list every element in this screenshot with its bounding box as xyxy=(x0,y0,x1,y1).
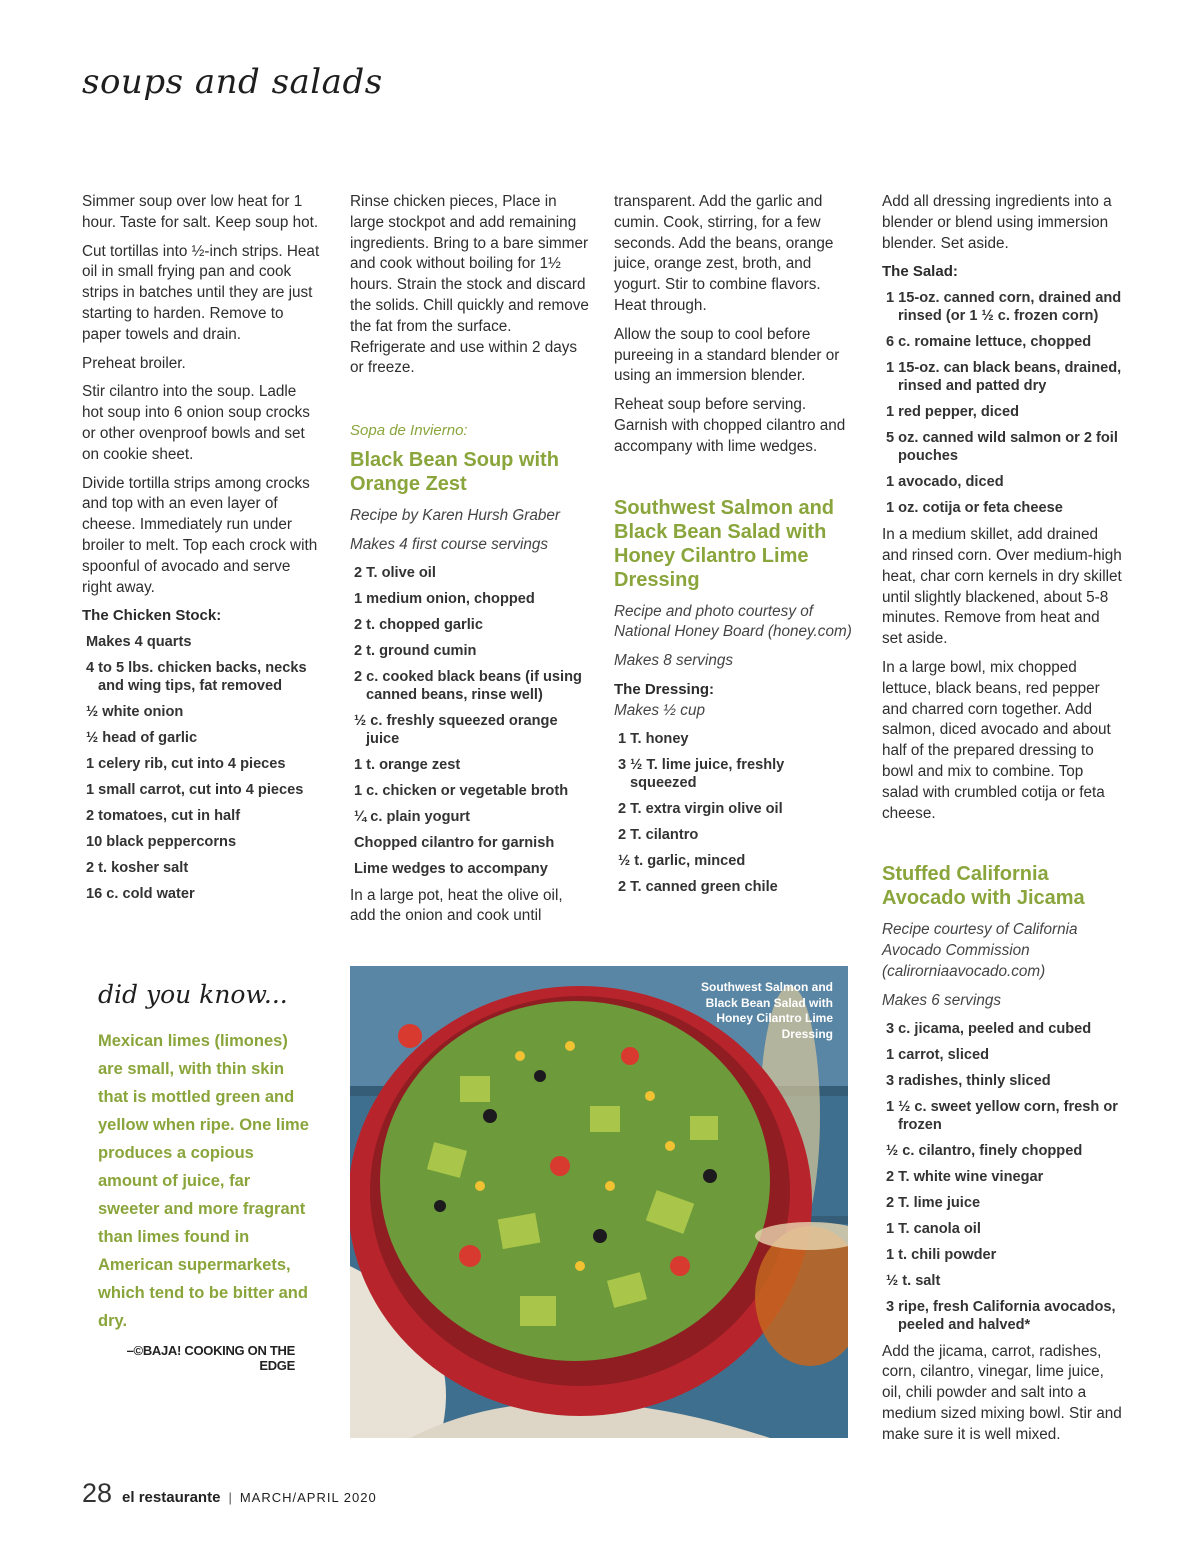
ingredient-list xyxy=(882,1020,1122,1334)
step-text: In a large bowl, mix chopped lettuce, black beans, red pepper and charred corn together. Add salmon, diced avocado and about half of the prepared dressing to bowl and mix to combine. Top salad with crumbled cotija or feta cheese. xyxy=(882,658,1111,822)
section-title: soups and salads xyxy=(82,62,383,102)
ingredient-item: 1 small carrot, cut into 4 pieces xyxy=(86,782,304,799)
ingredient-item: 10 black peppercorns xyxy=(86,834,237,851)
ingredient-item: 2 T. lime juice xyxy=(886,1194,981,1211)
recipe-yield: Makes 6 servings xyxy=(882,991,1002,1009)
ingredient-item: 2 t. ground cumin xyxy=(354,642,477,659)
ingredient-item: ½ head of garlic xyxy=(86,730,198,747)
ingredient-item: 2 t. kosher salt xyxy=(86,860,189,877)
ingredient-item: 2 T. cilantro xyxy=(618,826,699,843)
footer-divider: | xyxy=(228,1490,232,1505)
step-text: Add the jicama, carrot, radishes, corn, cilantro, vinegar, lime juice, oil, chili powder and salt into a medium sized mixing bowl. Stir and make sure it is well mixed. xyxy=(882,1342,1122,1443)
page-number: 28 xyxy=(82,1478,113,1508)
step-text: Divide tortilla strips among crocks and top with an even layer of cheese. Immediately run under broiler to melt. Top each crock with spoonful of avocado and serve right away. xyxy=(82,474,318,596)
column-1 xyxy=(82,192,320,911)
ingredient-item: 5 oz. canned wild salmon or 2 foil pouches xyxy=(886,430,1118,465)
magazine-name: el restaurante xyxy=(122,1489,221,1506)
ingredient-item: 6 c. romaine lettuce, chopped xyxy=(886,334,1092,351)
ingredient-item: Chopped cilantro for garnish xyxy=(354,834,555,851)
sidebar-source: –©BAJA! COOKING ON THE EDGE xyxy=(126,1343,295,1373)
recipe-yield: Makes 8 servings xyxy=(614,652,734,670)
recipe-credit: Recipe courtesy of California Avocado Commission (calirorniaavocado.com) xyxy=(882,921,1078,980)
ingredient-item: 1 15-oz. can black beans, drained, rinsed and patted dry xyxy=(886,360,1122,395)
ingredient-item: 1 t. orange zest xyxy=(354,756,461,773)
ingredient-item: 2 T. extra virgin olive oil xyxy=(618,800,783,817)
recipe-title: Stuffed California Avocado with Jicama xyxy=(882,863,1085,910)
recipe-kicker: Sopa de Invierno: xyxy=(350,422,468,440)
ingredient-item: 1 medium onion, chopped xyxy=(354,590,535,607)
ingredient-item: 1 avocado, diced xyxy=(886,474,1004,491)
dressing-yield: Makes ½ cup xyxy=(614,701,705,719)
page-footer xyxy=(82,1478,377,1509)
ingredient-item: 16 c. cold water xyxy=(86,886,195,903)
ingredient-item: 2 t. chopped garlic xyxy=(354,616,483,633)
step-text: Add all dressing ingredients into a blender or blend using immersion blender. Set aside. xyxy=(882,193,1112,252)
recipe-title: Southwest Salmon and Black Bean Salad with Honey Cilantro Lime Dressing xyxy=(614,496,835,591)
step-text: In a medium skillet, add drained and rinsed corn. Over medium-high heat, char corn kernels in dry skillet until slightly blackened, about 5-8 minutes. Remove from heat and set aside. xyxy=(882,526,1122,648)
ingredient-item: 1 red pepper, diced xyxy=(886,404,1020,421)
step-text: Preheat broiler. xyxy=(82,354,186,372)
issue-date: MARCH/APRIL 2020 xyxy=(239,1490,377,1505)
step-text: Cut tortillas into ½-inch strips. Heat oil in small frying pan and cook strips in batches until they are just starting to harden. Remove to paper towels and drain. xyxy=(82,242,320,343)
dressing-heading: The Dressing: xyxy=(614,680,715,698)
step-text: In a large pot, heat the olive oil, add the onion and cook until xyxy=(350,886,563,925)
ingredient-item: 2 T. olive oil xyxy=(354,564,436,581)
recipe-credit: Recipe and photo courtesy of National Honey Board (honey.com) xyxy=(614,602,852,641)
step-text: transparent. Add the garlic and cumin. Cook, stirring, for a few seconds. Add the beans, orange juice, orange zest, broth, and yogurt. Stir to combine flavors. Heat through. xyxy=(614,193,834,314)
column-2 xyxy=(350,192,590,935)
step-text: Stir cilantro into the soup. Ladle hot soup into 6 onion soup crocks or other ovenproof bowls and set on cookie sheet. xyxy=(82,383,310,463)
dressing-ingredient-list xyxy=(614,730,854,896)
step-text: Allow the soup to cool before pureeing in a standard blender or using an immersion blender. xyxy=(614,325,840,385)
ingredient-item: ½ c. freshly squeezed orange juice xyxy=(354,712,558,747)
recipe-yield: Makes 4 first course servings xyxy=(350,535,549,553)
ingredient-item: 1 celery rib, cut into 4 pieces xyxy=(86,756,286,773)
step-text: Simmer soup over low heat for 1 hour. Taste for salt. Keep soup hot. xyxy=(82,193,319,231)
ingredient-item: 1 T. canola oil xyxy=(886,1220,981,1237)
ingredient-item: 1 T. honey xyxy=(618,730,689,747)
did-you-know-sidebar xyxy=(98,980,313,1373)
ingredient-item: Makes 4 quarts xyxy=(86,634,192,651)
ingredient-item: 4 to 5 lbs. chicken backs, necks and wing tips, fat removed xyxy=(86,660,307,695)
ingredient-item: 2 tomatoes, cut in half xyxy=(86,808,241,825)
ingredient-item: 3 ripe, fresh California avocados, peeled and halved* xyxy=(886,1298,1116,1333)
ingredient-item: 2 c. cooked black beans (if using canned beans, rinse well) xyxy=(354,668,582,703)
ingredient-item: 3 radishes, thinly sliced xyxy=(886,1072,1051,1089)
ingredient-item: ¼ c. plain yogurt xyxy=(354,808,470,825)
ingredient-item: 1 carrot, sliced xyxy=(886,1046,990,1063)
stock-heading: The Chicken Stock: xyxy=(82,607,222,625)
ingredient-item: 1 oz. cotija or feta cheese xyxy=(886,500,1063,517)
photo-caption: Southwest Salmon and Black Bean Salad with Honey Cilantro Lime Dressing xyxy=(700,980,833,1041)
salad-photo xyxy=(350,966,848,1438)
ingredient-item: 1 ½ c. sweet yellow corn, fresh or frozen xyxy=(886,1098,1118,1133)
ingredient-item: 1 c. chicken or vegetable broth xyxy=(354,782,569,799)
recipe-credit: Recipe by Karen Hursh Graber xyxy=(350,506,561,524)
ingredient-item: 1 15-oz. canned corn, drained and rinsed (or 1 ½ c. frozen corn) xyxy=(886,290,1122,325)
ingredient-list xyxy=(350,564,590,878)
stock-instructions: Rinse chicken pieces, Place in large stockpot and add remaining ingredients. Bring to a bare simmer and cook without boiling for 1½ hours. Strain the stock and discard the solids. Chill quickly and remove the fat from the surface. Refrigerate and use within 2 days or freeze. xyxy=(350,193,589,377)
ingredient-item: 3 c. jicama, peeled and cubed xyxy=(886,1020,1092,1037)
column-3 xyxy=(614,192,854,904)
ingredient-item: 2 T. white wine vinegar xyxy=(886,1168,1044,1185)
ingredient-item: ½ c. cilantro, finely chopped xyxy=(886,1142,1083,1159)
ingredient-item: ½ t. salt xyxy=(886,1272,941,1289)
stock-ingredient-list xyxy=(82,633,320,903)
sidebar-body: Mexican limes (limones) are small, with thin skin that is mottled green and yellow when ripe. One lime produces a copious amount of juice, far sweeter and more fragrant than limes found in American supermarkets, which tend to be bitter and dry. xyxy=(98,1032,309,1330)
ingredient-item: 3 ½ T. lime juice, freshly squeezed xyxy=(618,756,785,791)
ingredient-item: ½ t. garlic, minced xyxy=(618,852,746,869)
recipe-title: Black Bean Soup with Orange Zest xyxy=(350,448,559,495)
ingredient-item: Lime wedges to accompany xyxy=(354,860,548,877)
ingredient-item: 2 T. canned green chile xyxy=(618,878,778,895)
salad-heading: The Salad: xyxy=(882,263,958,281)
step-text: Reheat soup before serving. Garnish with chopped cilantro and accompany with lime wedges. xyxy=(614,396,846,455)
sidebar-title: did you know... xyxy=(98,980,288,1009)
salad-ingredient-list xyxy=(882,289,1122,517)
ingredient-item: 1 t. chili powder xyxy=(886,1246,997,1263)
column-4 xyxy=(882,192,1122,1454)
ingredient-item: ½ white onion xyxy=(86,704,184,721)
